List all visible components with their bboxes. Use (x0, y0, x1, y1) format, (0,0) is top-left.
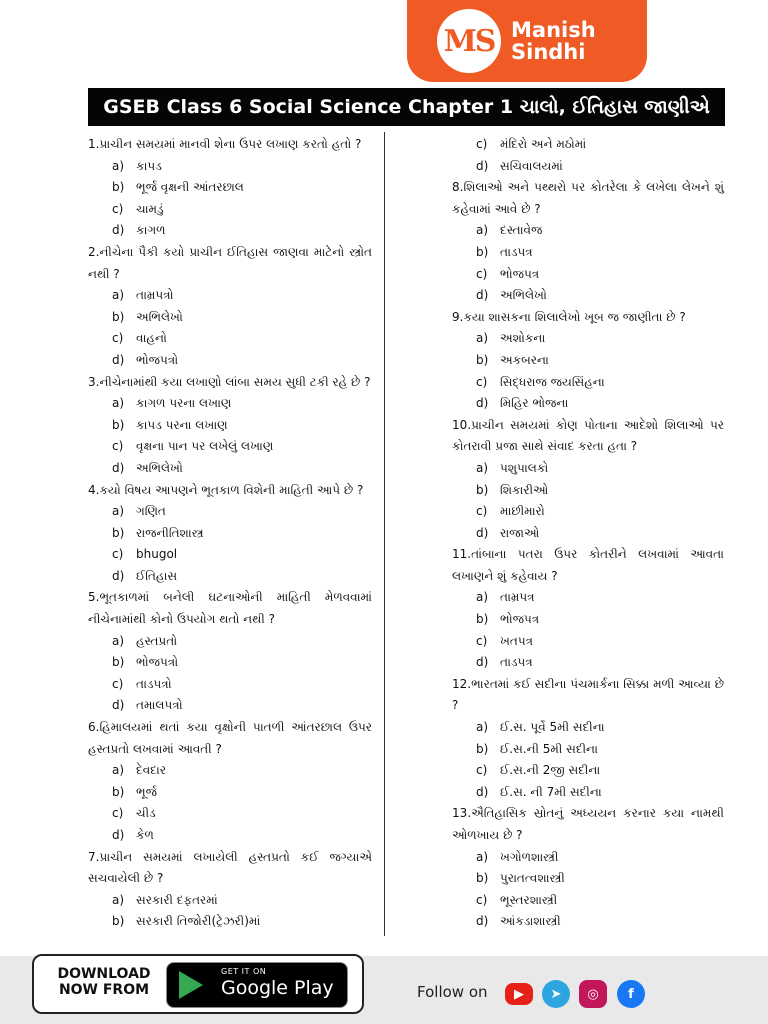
left-question-column (88, 134, 372, 933)
follow-label: Follow on (417, 983, 488, 1001)
option-text: સિદ્ધરાજ જયસિંહના (500, 374, 605, 389)
answer-option (452, 609, 724, 631)
answer-option (452, 285, 724, 307)
option-text: કાપડ (136, 158, 162, 173)
option-text: તાડપત્ર (500, 244, 533, 259)
answer-option (88, 890, 372, 912)
answer-option (88, 285, 372, 307)
option-text: અભિલેખો (500, 288, 547, 303)
answer-option (452, 782, 724, 804)
answer-option (452, 587, 724, 609)
option-letter: a) (476, 849, 489, 864)
option-text: રાજાઓ (500, 525, 540, 540)
option-letter: d) (112, 352, 125, 367)
question-text: 5.ભૂતકાળમાં બનેલી ઘટનાઓની માહિતી મેળવવામાં નીચેનામાંથી કોનો ઉપયોગ થતો નથી ? (88, 590, 372, 627)
option-letter: c) (476, 266, 488, 281)
answer-option (88, 631, 372, 653)
option-letter: a) (112, 633, 125, 648)
option-letter: a) (476, 590, 489, 605)
question-text: 11.તાંબાના પતરા ઉપર કોતરીને લખવામાં આવતા લખાણને શું કહેવાય ? (452, 547, 724, 583)
question-text: 8.શિલાઓ અને પથ્થરો પર કોતરેલા કે લખેલા લેખને શું કહેવામાં આવે છે ? (452, 180, 724, 216)
option-letter: d) (476, 288, 489, 303)
option-letter: d) (476, 396, 489, 411)
option-letter: a) (112, 396, 125, 411)
answer-option (452, 372, 724, 394)
option-text: સરકારી દફતરમાં (136, 892, 218, 907)
option-text: ઈ.સ. ની 7મી સદીના (500, 784, 602, 799)
telegram-icon[interactable]: ➤ (542, 980, 570, 1008)
answer-option (88, 566, 372, 588)
question-text: 3.નીચેનામાંથી કયા લખાણો લાંબા સમય સુધી ટકી રહે છે ? (88, 374, 371, 389)
option-text: કાગળ પરના લખાણ (136, 396, 232, 411)
answer-option (452, 328, 724, 350)
option-letter: d) (112, 828, 125, 842)
option-letter: b) (112, 914, 125, 929)
question-text: 6.હિમાલયમાં થતાં કયા વૃક્ષોની પાતળી આંતરછાલ ઉપર હસ્તપ્રતો લખવામાં આવતી ? (88, 720, 372, 756)
answer-option (88, 803, 372, 825)
option-text: સચિવાલયમાં (500, 158, 563, 173)
option-letter: a) (476, 223, 489, 238)
option-letter: d) (476, 525, 489, 540)
column-divider (384, 132, 385, 936)
option-text: રાજનીતિશાસ્ત્ર (136, 525, 204, 540)
option-text: ભોજપત્રો (136, 655, 179, 670)
option-letter: c) (476, 504, 488, 519)
question-text: 4.કયો વિષય આપણને ભૂતકાળ વિશેની માહિતી આપે છે ? (88, 482, 364, 497)
answer-option (452, 652, 724, 674)
option-text: દસ્તાવેજ (500, 223, 543, 238)
option-letter: b) (112, 309, 125, 324)
option-text: સરકારી તિજોરી(ટ્રેઝરી)માં (136, 914, 261, 929)
option-text: કાપડ પરના લખાણ (136, 417, 228, 432)
option-letter: b) (112, 417, 125, 432)
option-text: તામ્રપત્રો (136, 288, 174, 303)
option-text: કેળ (136, 828, 154, 842)
answer-option (452, 847, 724, 869)
option-letter: c) (112, 806, 124, 821)
answer-option (88, 782, 372, 804)
answer-option (452, 760, 724, 782)
question-text: 10.પ્રાચીન સમયમાં કોણ પોતાના આદેશો શિલાઓ પર કોતરાવી પ્રજા સાથે સંવાદ કરતા હતા ? (452, 417, 724, 454)
option-letter: c) (476, 892, 488, 907)
option-text: ભૂર્જ (136, 784, 157, 799)
option-letter: d) (112, 568, 125, 583)
brand-name-line1: Manish (511, 18, 596, 42)
option-text: હસ્તપ્રતો (136, 633, 178, 648)
option-letter: d) (476, 158, 489, 173)
answer-option (88, 350, 372, 372)
option-letter: b) (476, 741, 489, 756)
option-letter: c) (112, 331, 124, 346)
option-letter: c) (476, 763, 488, 778)
answer-option (88, 695, 372, 717)
youtube-icon[interactable]: ▶ (505, 983, 533, 1005)
option-letter: c) (476, 374, 488, 389)
option-text: ખગોળશાસ્ત્રી (500, 849, 559, 864)
option-text: ચામડું (136, 201, 164, 216)
question-text: 13.ઐતિહાસિક સ્રોતનું અધ્યયન કરનાર કયા નામથી ઓળખાય છે ? (452, 806, 724, 842)
answer-option (88, 328, 372, 350)
answer-option (452, 890, 724, 912)
play-store-icon (179, 971, 203, 999)
option-letter: b) (112, 655, 125, 670)
answer-option (452, 220, 724, 242)
option-letter: b) (112, 525, 125, 540)
answer-option (452, 264, 724, 286)
answer-option (452, 242, 724, 264)
option-text: ભૂસ્તરશાસ્ત્રી (500, 892, 558, 907)
answer-option (88, 652, 372, 674)
badge-small-text: GET IT ON (221, 967, 267, 976)
option-letter: c) (112, 201, 124, 216)
option-text: પશુપાલકો (500, 460, 549, 475)
option-text: મિહિર ભોજના (500, 396, 569, 411)
answer-option (452, 631, 724, 653)
option-text: ઈ.સ.ની 5મી સદીના (500, 741, 598, 756)
answer-option (88, 544, 372, 566)
option-text: અભિલેખો (136, 309, 183, 324)
option-letter: c) (112, 676, 124, 691)
option-letter: b) (476, 244, 489, 259)
option-letter: d) (476, 914, 489, 929)
answer-option (88, 760, 372, 782)
option-letter: c) (112, 547, 124, 562)
badge-big-text: Google Play (221, 977, 334, 999)
answer-option (88, 523, 372, 545)
option-text: માછીમારો (500, 504, 545, 519)
option-letter: a) (112, 288, 125, 303)
answer-option (88, 911, 372, 933)
option-letter: a) (112, 158, 125, 173)
answer-option (88, 220, 372, 242)
option-letter: b) (476, 352, 489, 367)
option-text: ઈ.સ. પૂર્વે 5મી સદીના (500, 720, 605, 735)
answer-option (88, 415, 372, 437)
option-letter: a) (112, 892, 125, 907)
option-text: તાડપત્રો (136, 676, 172, 691)
answer-option (88, 199, 372, 221)
option-text: કાગળ (136, 223, 166, 238)
option-text: ઈ.સ.ની 2જી સદીના (500, 763, 601, 778)
brand-name-line2: Sindhi (511, 40, 586, 64)
option-text: ખતપત્ર (500, 633, 533, 648)
question-text: 12.ભારતમાં કઈ સદીના પંચમાર્કના સિક્કા મળી આવ્યા છે ? (452, 676, 724, 713)
question-text: 1.પ્રાચીન સમયમાં માનવી શેના ઉપર લખાણ કરતો હતો ? (88, 137, 362, 151)
option-text: વાહનો (136, 331, 167, 346)
option-text: વૃક્ષના પાન પર લખેલું લખાણ (136, 439, 274, 454)
option-text: દેવદાર (136, 763, 167, 778)
option-letter: b) (476, 612, 489, 627)
answer-option (452, 739, 724, 761)
option-text: ચીડ (136, 806, 156, 821)
answer-option (88, 156, 372, 178)
option-text: ભોજપત્રો (136, 352, 179, 367)
brand-logo (407, 0, 647, 82)
google-play-badge[interactable] (166, 962, 348, 1008)
answer-option (452, 523, 724, 545)
question-text: 9.કયા શાસકના શિલાલેખો ખૂબ જ જાણીતા છે ? (452, 309, 686, 324)
option-text: ભોજપત્ર (500, 266, 540, 281)
option-letter: c) (476, 137, 488, 151)
answer-option (88, 458, 372, 480)
option-letter: d) (112, 223, 125, 238)
option-text: ભૂર્જ વૃક્ષની આંતરછાલ (136, 180, 244, 195)
answer-option (452, 717, 724, 739)
answer-option (88, 436, 372, 458)
answer-option (452, 458, 724, 480)
option-letter: b) (112, 784, 125, 799)
answer-option (452, 868, 724, 890)
page-title: GSEB Class 6 Social Science Chapter 1 ચાલો, ઈતિહાસ જાણીએ (88, 88, 725, 126)
option-letter: b) (476, 482, 489, 497)
question-text: 7.પ્રાચીન સમયમાં લખાયેલી હસ્તપ્રતો કઈ જગ્યાએ સચવાયેલી છે ? (88, 849, 372, 886)
answer-option (452, 350, 724, 372)
option-letter: d) (476, 784, 489, 799)
answer-option (88, 307, 372, 329)
logo-mark: MS (437, 9, 501, 73)
download-line1: DOWNLOAD (57, 966, 151, 982)
option-letter: a) (476, 331, 489, 346)
answer-option (452, 393, 724, 415)
download-label (48, 966, 160, 998)
option-letter: b) (476, 871, 489, 886)
option-text: અશોકના (500, 331, 546, 346)
option-text: તમાલપત્રો (136, 698, 183, 713)
option-letter: a) (476, 720, 489, 735)
facebook-icon[interactable]: f (617, 980, 645, 1008)
option-letter: c) (476, 633, 488, 648)
answer-option (452, 480, 724, 502)
answer-option (452, 911, 724, 933)
option-text: આંકડાશાસ્ત્રી (500, 914, 561, 929)
option-text: શિકારીઓ (500, 482, 549, 497)
option-text: અકબરના (500, 352, 549, 367)
option-text: મંદિરો અને મઠોમાં (500, 137, 587, 151)
right-question-column (452, 134, 724, 933)
answer-option (452, 156, 724, 178)
option-text: bhugol (136, 547, 178, 562)
option-text: તાડપત્ર (500, 655, 533, 670)
option-letter: a) (112, 763, 125, 778)
brand-name (511, 19, 596, 63)
answer-option (88, 674, 372, 696)
option-text: ગણિત (136, 504, 166, 519)
option-text: પુરાતત્વશાસ્ત્રી (500, 871, 565, 886)
answer-option (88, 177, 372, 199)
option-letter: d) (112, 698, 125, 713)
option-text: તામ્રપત્ર (500, 590, 535, 605)
answer-option (452, 134, 724, 156)
option-letter: d) (112, 460, 125, 475)
option-letter: a) (476, 460, 489, 475)
question-text: 2.નીચેના પૈકી કયો પ્રાચીન ઈતિહાસ જાણવા માટેનો સ્ત્રોત નથી ? (88, 244, 372, 281)
download-line2: NOW FROM (58, 982, 150, 998)
answer-option (88, 825, 372, 847)
option-text: અભિલેખો (136, 460, 183, 475)
answer-option (88, 393, 372, 415)
option-text: ઈતિહાસ (136, 568, 178, 583)
option-letter: a) (112, 504, 125, 519)
option-letter: c) (112, 439, 124, 454)
option-letter: b) (112, 180, 125, 195)
answer-option (452, 501, 724, 523)
instagram-icon[interactable]: ◎ (579, 980, 607, 1008)
option-letter: d) (476, 655, 489, 670)
option-text: ભોજપત્ર (500, 612, 540, 627)
answer-option (88, 501, 372, 523)
